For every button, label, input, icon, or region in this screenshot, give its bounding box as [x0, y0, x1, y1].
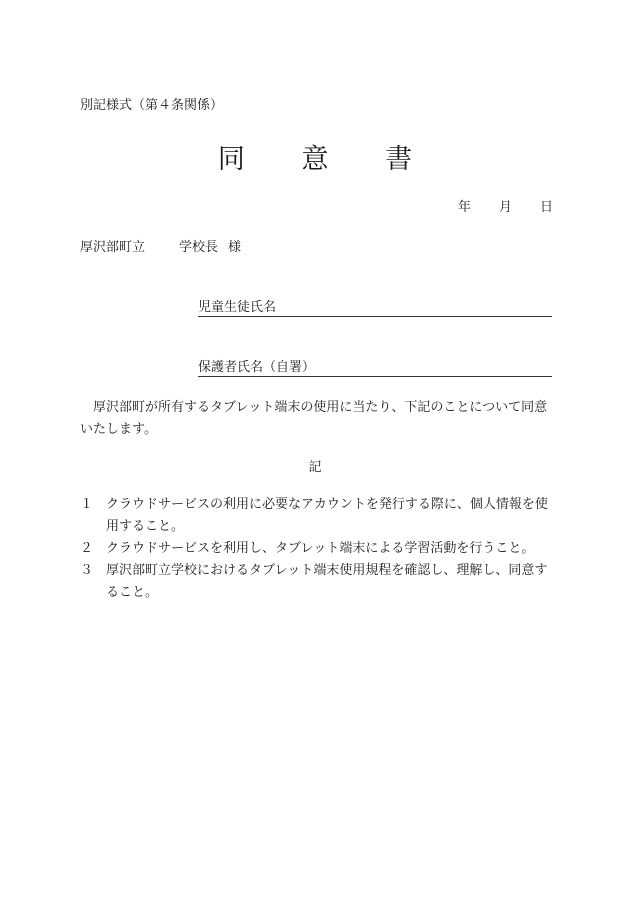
date-day-label: 日: [540, 200, 554, 215]
addressee-principal: 学校長: [179, 240, 219, 255]
student-name-label: 児童生徒氏名: [198, 300, 277, 315]
addressee: [80, 236, 241, 255]
addressee-school-prefix: 厚沢部町立: [80, 240, 146, 255]
date-year-label: 年: [458, 200, 472, 215]
addressee-honorific: 様: [228, 240, 242, 255]
item-number: ３: [80, 563, 94, 578]
document-title: 同 意 書: [217, 144, 437, 175]
form-label: 別記様式（第４条関係）: [80, 98, 224, 113]
guardian-name-label: 保護者氏名（自署）: [198, 360, 316, 375]
item-number: ２: [80, 541, 94, 556]
list-item: [80, 538, 554, 560]
item-text: クラウドサービスを利用し、タブレット端末による学習活動を行うこと。: [106, 541, 535, 556]
consent-body-text: 厚沢部町が所有するタブレット端末の使用に当たり、下記のことについて同意いたします。: [80, 400, 548, 437]
ki-heading: 記: [308, 460, 322, 475]
list-item: [80, 494, 554, 538]
list-item: [80, 560, 554, 604]
item-number: １: [80, 497, 94, 512]
item-text: クラウドサービスの利用に必要なアカウントを発行する際に、個人情報を使用すること。: [106, 497, 548, 534]
item-text: 厚沢部町立学校におけるタブレット端末使用規程を確認し、理解し、同意すること。: [106, 563, 548, 600]
consent-items-list: [80, 494, 554, 604]
guardian-name-field[interactable]: [198, 356, 552, 377]
student-name-field[interactable]: [198, 296, 552, 317]
date-month-label: 月: [499, 200, 513, 215]
